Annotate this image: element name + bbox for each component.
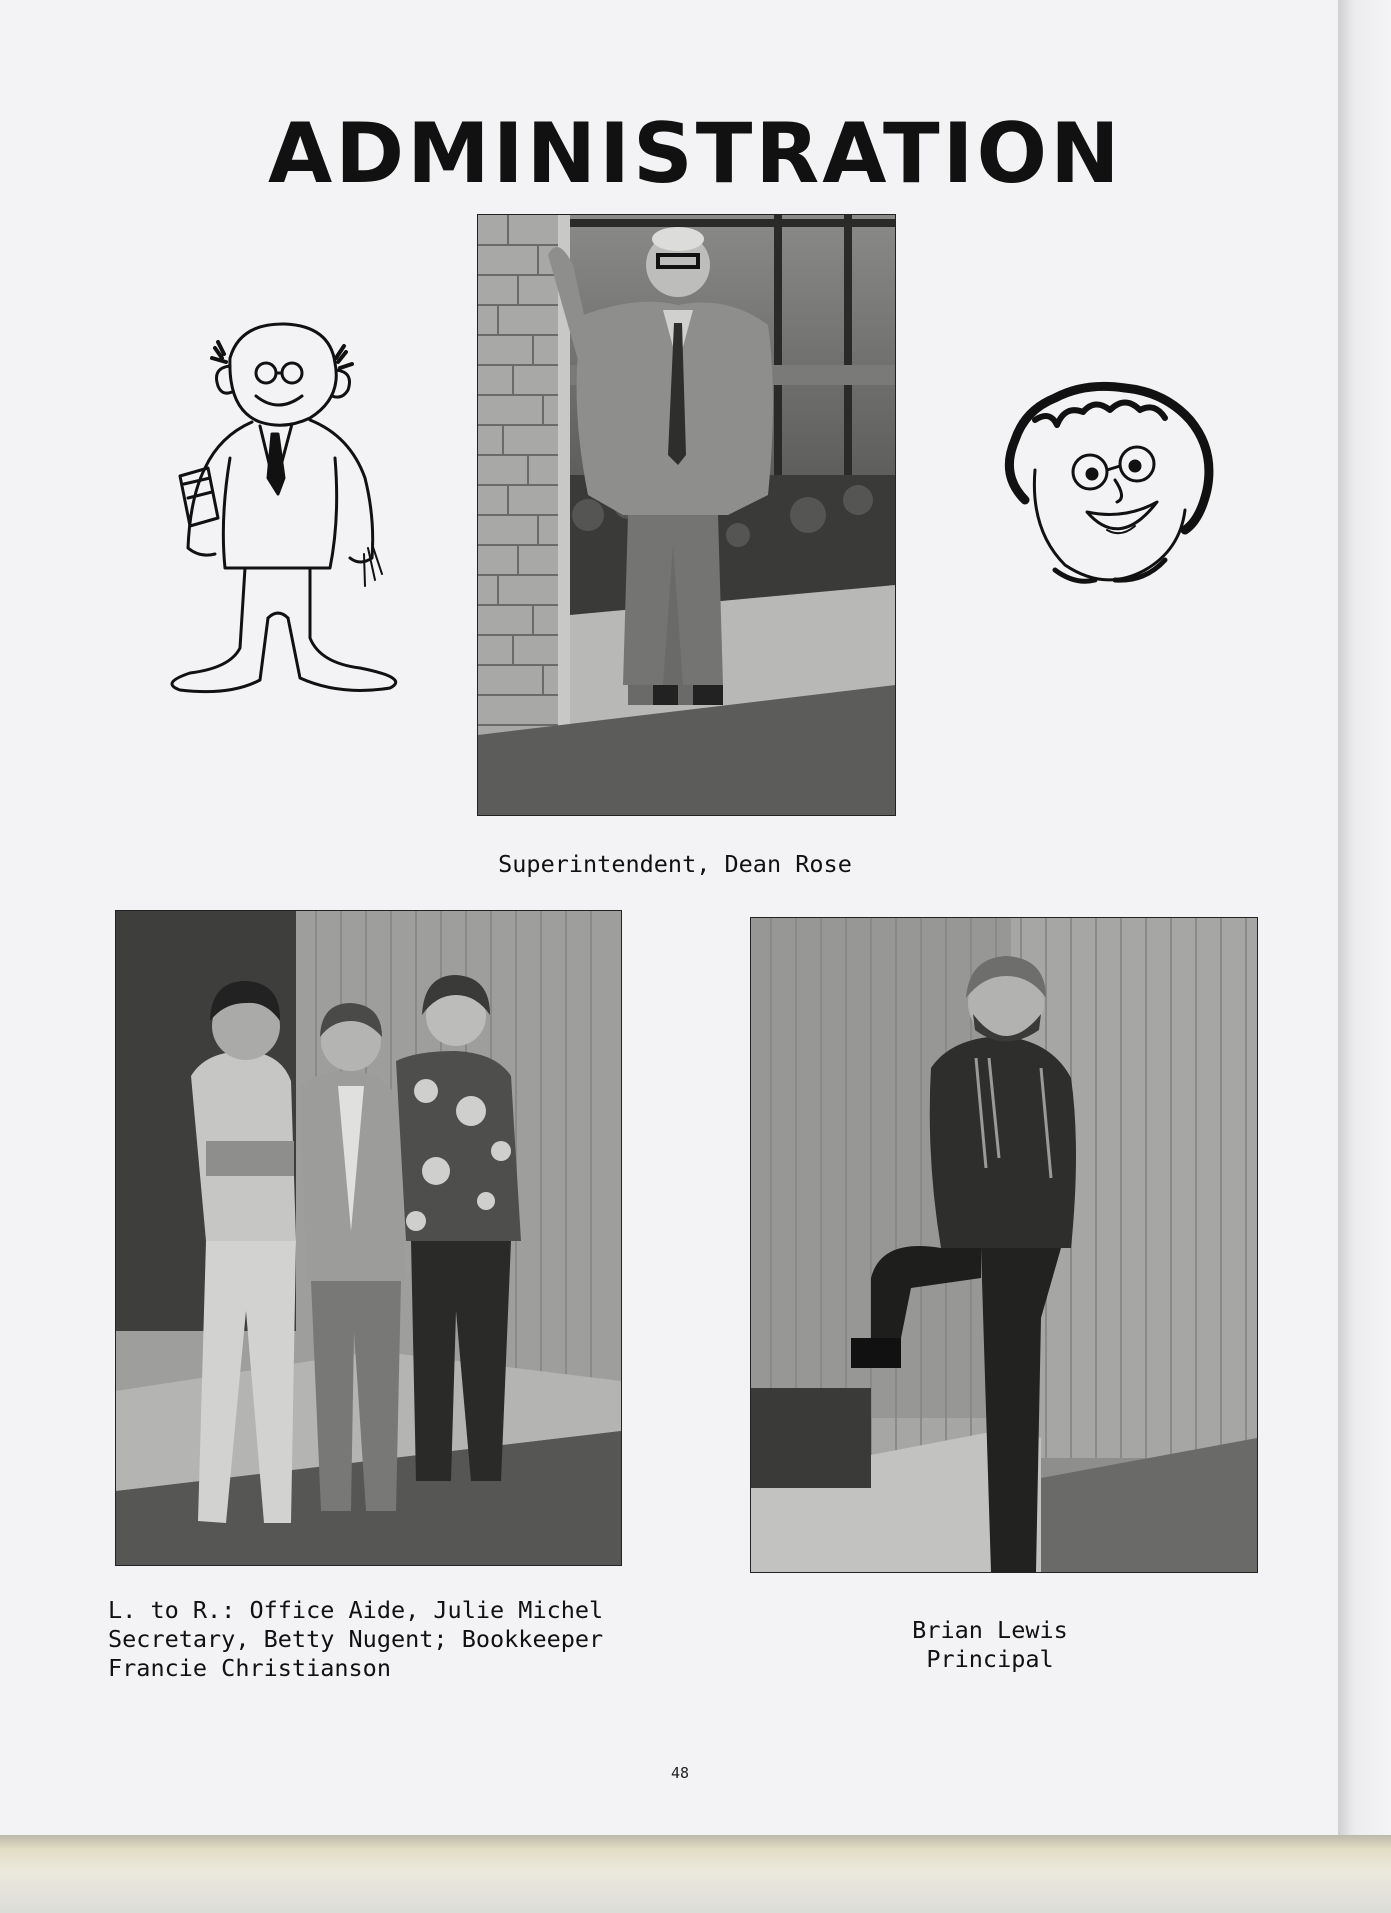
cartoon-man-with-glasses-icon — [160, 318, 420, 708]
superintendent-photo — [477, 214, 896, 816]
principal-caption: Brian Lewis Principal — [912, 1616, 1068, 1673]
page-gutter — [1338, 0, 1391, 1835]
page-number: 48 — [670, 1764, 690, 1782]
page-title: ADMINISTRATION — [268, 105, 1123, 202]
cartoon-woman-face-icon — [995, 380, 1225, 595]
page-bottom-edge — [0, 1835, 1391, 1913]
office-staff-photo — [115, 910, 622, 1566]
superintendent-caption: Superintendent, Dean Rose — [498, 850, 852, 878]
principal-photo — [750, 917, 1258, 1573]
office-staff-caption: L. to R.: Office Aide, Julie Michel Secretary, Betty Nugent; Bookkeeper Francie Christianson — [108, 1596, 604, 1682]
